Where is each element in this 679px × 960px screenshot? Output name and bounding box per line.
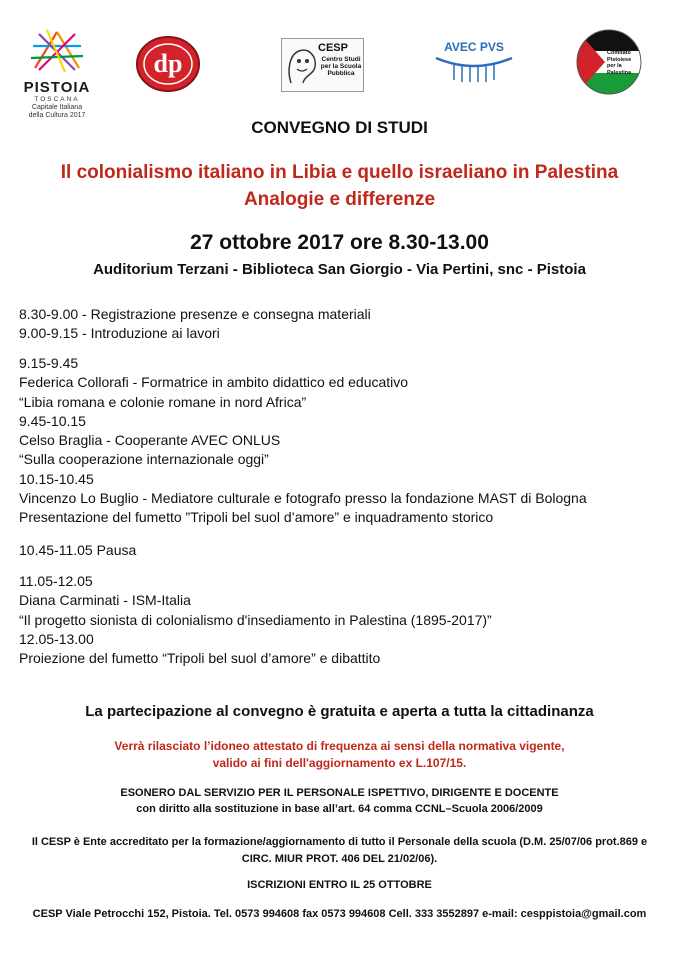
accreditato-line2: CIRC. MIUR PROT. 406 DEL 21/02/06). bbox=[241, 853, 438, 865]
event-title-line2: Analogie e differenze bbox=[243, 189, 436, 210]
program-line: “Libia romana e colonie romane in nord Africa” bbox=[19, 393, 307, 410]
event-title bbox=[0, 159, 679, 213]
iscrizioni-note: ISCRIZIONI ENTRO IL 25 OTTOBRE bbox=[247, 879, 432, 891]
accreditato-note bbox=[0, 834, 679, 868]
avec-logo-text: AVEC PVS bbox=[444, 40, 504, 54]
pistoia-star-icon bbox=[29, 28, 85, 74]
convegno-heading: CONVEGNO DI STUDI bbox=[251, 118, 428, 137]
program-line: “Sulla cooperazione internazionale oggi” bbox=[19, 451, 269, 468]
program-line: 12.05-13.00 bbox=[19, 630, 94, 647]
program-block-1 bbox=[19, 305, 669, 344]
pistoia-capitale-logo bbox=[22, 28, 92, 118]
comitato-palestina-logo bbox=[575, 28, 643, 96]
attestato-line1: Verrà rilasciato l’idoneo attestato di frequenza ai sensi della normativa vigente, bbox=[114, 739, 565, 753]
dp-logo-text: dp bbox=[153, 49, 183, 78]
program-block-2 bbox=[19, 354, 669, 528]
program-line: Vincenzo Lo Buglio - Mediatore culturale e fotografo presso la fondazione MAST di Bologna bbox=[19, 490, 587, 507]
program-line: 9.00-9.15 - Introduzione ai lavori bbox=[19, 325, 220, 342]
program-block-4 bbox=[19, 572, 669, 668]
participation-note: La partecipazione al convegno è gratuita e aperta a tutta la cittadinanza bbox=[85, 703, 594, 720]
palestina-logo-text: Comitato Pistoiese per la Palestina bbox=[607, 50, 632, 76]
avec-pvs-logo bbox=[430, 40, 518, 84]
pistoia-logo-line1: Capitale Italiana bbox=[31, 104, 83, 111]
cesp-face-icon bbox=[285, 45, 319, 87]
program-line: 10.15-10.45 bbox=[19, 470, 94, 487]
program-line: 10.45-11.05 Pausa bbox=[19, 542, 137, 558]
cesp-logo bbox=[281, 38, 364, 92]
attestato-note bbox=[0, 738, 679, 772]
cesp-logo-sub: Centro Studi per la Scuola Pubblica bbox=[320, 56, 362, 77]
avec-wave-icon bbox=[434, 54, 514, 84]
program-line: 9.45-10.15 bbox=[19, 412, 86, 429]
attestato-line2: valido ai fini dell'aggiornamento ex L.107/15. bbox=[212, 756, 467, 770]
esonero-note bbox=[0, 785, 679, 817]
program-line: 8.30-9.00 - Registrazione presenze e consegna materiali bbox=[19, 306, 371, 322]
program-line: Proiezione del fumetto “Tripoli bel suol d’amore” e dibattito bbox=[19, 650, 381, 667]
program-line: 9.15-9.45 bbox=[19, 355, 79, 371]
esonero-line2: con diritto alla sostituzione in base all’art. 64 comma CCNL–Scuola 2006/2009 bbox=[136, 803, 543, 815]
program-line: “Il progetto sionista di colonialismo d'insediamento in Palestina (1895-2017)” bbox=[19, 611, 492, 628]
pistoia-logo-region: TOSCANA bbox=[34, 96, 80, 103]
event-title-line1: Il colonialismo italiano in Libia e quello israeliano in Palestina bbox=[60, 162, 619, 183]
program-line: Presentazione del fumetto ”Tripoli bel suol d’amore” e inquadramento storico bbox=[19, 509, 494, 526]
contact-info: CESP Viale Petrocchi 152, Pistoia. Tel. 0573 994608 fax 0573 994608 Cell. 333 3552897 e-mail: cesppistoia@gmail.com bbox=[32, 908, 647, 920]
program-line: Diana Carminati - ISM-Italia bbox=[19, 592, 191, 609]
event-place: Auditorium Terzani - Biblioteca San Giorgio - Via Pertini, snc - Pistoia bbox=[93, 261, 586, 278]
logo-row bbox=[0, 0, 679, 118]
pistoia-logo-name: PISTOIA bbox=[23, 79, 91, 96]
program-line: 11.05-12.05 bbox=[19, 573, 93, 589]
program-block-3 bbox=[19, 541, 669, 560]
esonero-line1: ESONERO DAL SERVIZIO PER IL PERSONALE ISPETTIVO, DIRIGENTE E DOCENTE bbox=[120, 787, 559, 799]
accreditato-line1: Il CESP è Ente accreditato per la formazione/aggiornamento di tutto il Personale della scuola (D.M. 25/07/06 prot.869 e bbox=[31, 836, 648, 848]
event-date: 27 ottobre 2017 ore 8.30-13.00 bbox=[190, 231, 489, 254]
program-line: Celso Braglia - Cooperante AVEC ONLUS bbox=[19, 432, 281, 449]
program-line: Federica Collorafi - Formatrice in ambito didattico ed educativo bbox=[19, 374, 409, 391]
dp-logo bbox=[135, 35, 201, 93]
cesp-logo-title: CESP bbox=[318, 42, 348, 54]
pistoia-logo-line2: della Cultura 2017 bbox=[28, 112, 86, 119]
